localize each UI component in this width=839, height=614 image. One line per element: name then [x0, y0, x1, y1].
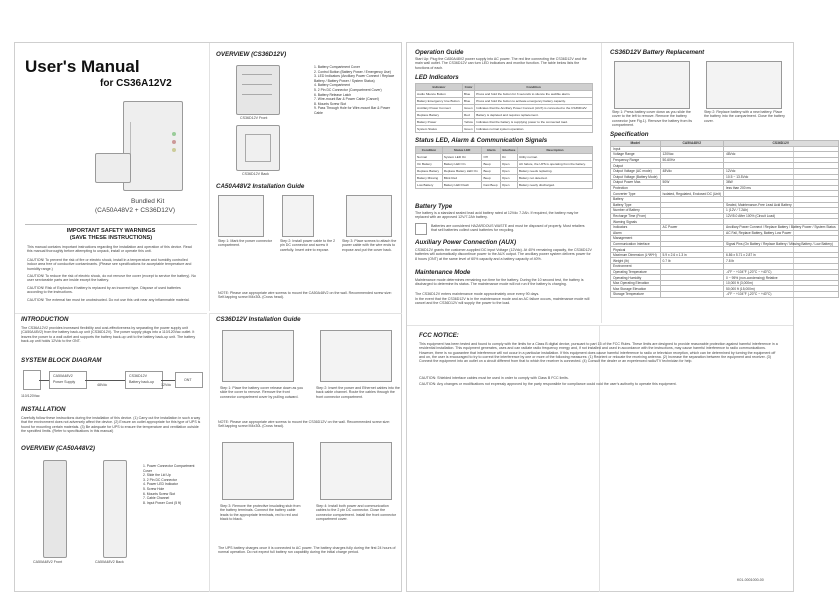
table-cell: 5.9 x 2.6 x 1.3 in: [660, 252, 723, 258]
table-cell: 36W: [724, 180, 839, 186]
table-cell: -4°F ~ +104°F (-20°C ~ +40°C): [724, 269, 839, 275]
table-cell: Blue: [462, 98, 474, 105]
table-header-cell: Description: [517, 147, 592, 154]
ca50-back-label: CA50A48V2 Back: [95, 560, 124, 564]
introduction-heading: INTRODUCTION: [21, 316, 69, 323]
table-cell: Input: [611, 146, 661, 152]
table-cell: Battery LED On: [442, 161, 482, 168]
table-cell: Audio Silence Button: [416, 91, 463, 98]
installation-text: Carefully follow these instructions during the installation of this device. (1) Carry out the installation in such a way that the environment does not adversely affect the device. (2) Ensure an outlet appropriate for this type of UPS is found for mounting certain materials. (3) Be adequate for UPS to ensure the temperature and ventilation outside the specified limits. (Refer to specifications in this manual): [21, 416, 201, 433]
led-row: [416, 105, 593, 112]
table-cell: Replace Battery: [416, 168, 443, 175]
table-cell: Battery nearly discharged.: [517, 182, 592, 189]
cs36-part-item: 7. Wire-mount Bar & Power Cable (Cancel): [314, 97, 379, 102]
operation-heading: Operation Guide: [415, 49, 464, 56]
ca50-install-note: NOTE: Please use appropriate wire screws to mount the CA50A48V2 on the wall. Recommended screw size: Self-tapping screw M4x30L (Cross head).: [218, 291, 392, 300]
table-cell: 48Vdc: [724, 152, 839, 158]
fcc-heading: FCC NOTICE:: [419, 332, 459, 339]
table-cell: Indicates normal system operation.: [475, 126, 593, 133]
caution-4: CAUTION! The external fan must be unobstructed. Do not use this unit near any inflammable material.: [27, 298, 190, 302]
table-cell: Management: [611, 236, 661, 242]
table-cell: 50-60Hz: [660, 157, 723, 163]
caution-2: CAUTION! To reduce the risk of electric shock, do not remove the cover (except to service the battery). No user serviceable parts are inside except the battery.: [27, 274, 196, 283]
table-cell: Utility normal.: [517, 154, 592, 161]
replace-step2-figure: [706, 61, 782, 109]
power-supply-box: [49, 371, 87, 389]
table-cell: Battery: [611, 196, 661, 202]
cs36-install-heading: CS36D12V Installation Guide: [216, 316, 301, 323]
ca50-step2-figure: [282, 195, 314, 237]
battery-backup-label: CS36D12V: [129, 374, 147, 378]
table-cell: Sealed, Maintenance-Free Lead Acid Battery: [724, 202, 839, 208]
doc-code: K01-0001000-00: [737, 578, 764, 582]
specification-heading: Specification: [610, 131, 649, 138]
table-cell: Frequency Range: [611, 157, 661, 163]
table-cell: 12Vdc: [724, 168, 839, 174]
divider: [25, 224, 197, 225]
bundle-line-2: (CA50A48V2 + CS36D12V): [95, 207, 176, 214]
table-cell: Press and hold the button to activate emergency battery capacity.: [475, 98, 593, 105]
ca50-front-drawing: [43, 460, 67, 558]
table-cell: Maximum Dimension (L*W*H): [611, 252, 661, 258]
table-header-cell: Indicator: [416, 84, 463, 91]
wire1-label: 48Vdc: [97, 383, 108, 387]
ont-label: ONT: [184, 378, 192, 382]
left-page: [14, 42, 402, 592]
manual-title: User's Manual: [25, 57, 140, 76]
table-cell: Operating Temperature: [611, 269, 661, 275]
table-cell: Battery Type: [611, 202, 661, 208]
manual-subtitle: for CS36A12V2: [100, 78, 172, 89]
warnings-intro: This manual contains important instructions regarding the installation and operation of this device. Read this manual thoroughly before attempting to unpack, install or operate this unit.: [27, 245, 192, 254]
table-cell: -4°F ~ +104°F (-20°C ~ +40°C): [724, 292, 839, 298]
ca50-install-heading: CA50A48V2 Installation Guide: [216, 183, 305, 190]
overview-cs36-panel: [209, 43, 402, 311]
replace-step1-figure: [614, 61, 690, 109]
table-cell: Warning Signals: [611, 219, 661, 225]
table-cell: Fast Beep: [482, 182, 500, 189]
table-cell: Battery Missing: [416, 175, 443, 182]
ca50-part-item: 1. Power Connector Compartment Cover: [143, 464, 195, 473]
cs36-step-2: Step 2: Insert the power and Ethernet cables into the back cable channel. Route the cables through the front connector compartment.: [316, 386, 400, 399]
table-cell: Storage Temperature: [611, 292, 661, 298]
table-cell: Battery is depleted and requires replacement.: [475, 112, 593, 119]
table-cell: Indicators: [611, 224, 661, 230]
aux-heading: Auxiliary Power Connection (AUX): [415, 239, 517, 246]
table-cell: Battery LED Flash: [442, 182, 482, 189]
intro-panel: [15, 313, 207, 592]
table-cell: Communication Interface: [611, 241, 661, 247]
cover-panel: [15, 43, 207, 311]
table-cell: 1 (12V / 7.2Ah): [724, 208, 839, 214]
table-cell: On: [500, 154, 517, 161]
cs36-part-item: 9. Pass Through Hole for Wire-mount Bar & Power Cable: [314, 106, 391, 115]
bundle-line-1: Bundled Kit: [131, 198, 165, 205]
table-header-cell: Alarm: [482, 147, 500, 154]
table-cell: Alarm: [611, 230, 661, 236]
ca50-step1-figure: [218, 195, 264, 237]
table-cell: Protection: [611, 185, 661, 191]
cs36-part-item: 4. Battery Compartment: [314, 83, 350, 88]
wire2-label: 12Vdc: [161, 383, 172, 387]
status-row: [416, 168, 593, 175]
table-header-cell: CS36D12V: [724, 141, 839, 147]
table-cell: AC Fail, Replace Battery, Battery Low Power: [724, 230, 839, 236]
table-cell: less than 200 ms: [724, 185, 839, 191]
fcc-text-1: This equipment has been tested and found to comply with the limits for a Class B digital device, pursuant to part 15 of the FCC Rules. These limits are designed to provide reasonable protection against harmful interference in a residential installation. This equipment generates, uses and can radiate radio frequency energy and, if not installed and used in accordance with the instructions, may cause harmful interference to radio communications. However, there is no guarantee that interference will not occur in a particular installation. If this equipment does cause harmful interference to radio or television reception, which can be determined by turning the equipment off and on, the user is encouraged to try to correct the interference by one or more of the following measures: (1) Reorient or relocate the receiving antenna. (2) Increase the separation between the equipment and receiver. (3) Connect the equipment into an outlet on a circuit different from that to which the receiver is connected. (4) Consult the dealer or an experienced radio/TV technician for help.: [419, 342, 778, 364]
table-cell: Converter Type: [611, 191, 661, 197]
cs36-step3-figure: [222, 442, 294, 500]
table-cell: Signal Pins (On Battery / Replace Battery / Missing Battery / Low Battery): [724, 241, 839, 247]
table-cell: Max Operating Elevation: [611, 280, 661, 286]
recycle-icon: [415, 223, 427, 235]
ca50-device-illustration: [95, 153, 131, 183]
cs36-step-1: Step 1: Place the battery cover release down as you slide the cover to remove. Remove the front connector compartment cover by pulling outward.: [220, 386, 304, 399]
table-cell: 10,000 ft (3,000m): [724, 280, 839, 286]
table-cell: AC failure, the UPS is operating from the battery.: [517, 161, 592, 168]
led-row: [416, 98, 593, 105]
cs36-front-label: CS36D12V Front: [240, 116, 268, 120]
table-cell: Voltage Range: [611, 152, 661, 158]
ca50-part-item: 3. 2 Pin DC Connector: [143, 477, 177, 482]
maintenance-heading: Maintenance Mode: [415, 269, 471, 276]
table-cell: Beep: [482, 168, 500, 175]
ca50-parts-list: [143, 464, 203, 505]
led-row: [416, 119, 593, 126]
led-table: [415, 83, 593, 133]
table-cell: 0.7 lb: [660, 258, 723, 264]
power-supply-label: CA50A48V2: [53, 374, 73, 378]
power-supply-sublabel: Power Supply: [53, 380, 76, 384]
battery-replacement-heading: CS36D12V Battery Replacement: [610, 49, 705, 56]
table-cell: Operating Humidity: [611, 275, 661, 281]
table-cell: Normal: [416, 154, 443, 161]
cs36-install-panel: [209, 313, 402, 592]
table-cell: Indicates that the battery is supplying power to the connected load.: [475, 119, 593, 126]
table-cell: Ancillary Power Connect / Replace Battery / Battery Power / System Status: [724, 224, 839, 230]
source-label: 110/120Vac: [21, 394, 40, 398]
ca50-part-item: 5. Screw Hole: [143, 486, 165, 491]
table-header-cell: Model: [611, 141, 661, 147]
table-cell: 0 ~ 95% (non-condensing) Relative: [724, 275, 839, 281]
table-cell: Off: [482, 154, 500, 161]
table-header-cell: Color: [462, 84, 474, 91]
recycle-text: Batteries are considered HAZARDOUS WASTE and must be disposed of properly. Most retailers that sell batteries collect used batteries for recycling.: [431, 224, 585, 233]
table-cell: Battery Power: [416, 119, 463, 126]
table-cell: 48Vdc: [660, 168, 723, 174]
led-row: [416, 126, 593, 133]
battery-type-text: The battery is a standard sealed lead acid battery rated at 12Vdc 7.2Ah. If required, the battery may be replaced with an approved 12V/7.2Ah battery.: [415, 211, 579, 220]
table-cell: System LED On: [442, 154, 482, 161]
table-cell: Isolated, Regulated, Enclosed DC (Unit): [660, 191, 723, 197]
cs36-front-drawing: [236, 65, 280, 115]
cs36-battery-note: The UPS battery charges once it is connected to AC power. The battery charges fully during the first 24 hours of normal operation. Do not expect full battery run capability during the initial charge period.: [218, 546, 396, 555]
cs36-step-3: Step 3: Remove the protective insulating stub from the battery terminals. Connect the battery cable leads to the appropriate terminals, red to red and black to black.: [220, 504, 301, 521]
replace-step-1: Step 1: Press battery cover down as you slide the cover to the left to remove. Remove the battery connector (see Fig.1). Remove the battery from its compartment.: [612, 110, 693, 127]
cs36-part-item: 6. Battery Release Latch: [314, 92, 352, 97]
led-heading: LED Indicators: [415, 74, 459, 81]
table-cell: Physical: [611, 247, 661, 253]
table-cell: Low Battery: [416, 182, 443, 189]
right-page: [406, 42, 836, 592]
table-cell: 12V/5.0 After 100% (Circuit Load): [724, 213, 839, 219]
ca50-part-item: 4. Power LED Indicator: [143, 482, 178, 487]
table-cell: Green: [462, 105, 474, 112]
table-cell: Recharge Time (From): [611, 213, 661, 219]
table-header-cell: Interface: [500, 147, 517, 154]
table-cell: Beep: [482, 161, 500, 168]
table-cell: Weight (lb): [611, 258, 661, 264]
table-cell: Output Voltage (AC mode): [611, 168, 661, 174]
battery-backup-box: [125, 371, 163, 389]
cs36-step-4: Step 4: Install both power and communication cables to the 2 pin DC connector. Close the connector compartment. Install the front connector compartment cover.: [316, 504, 397, 521]
table-cell: 50W: [660, 180, 723, 186]
battery-backup-sublabel: Battery back-up: [129, 380, 155, 384]
table-cell: 7.8 lb: [724, 258, 839, 264]
aux-text: CS36D12V grants the customer-supplied DC input Voltage (12Vdc). At 40% remaining capacity, the CS36D12V batteries will automatically discontinue power to the AUX output. The ancillary power system delivers power for 8 hours (ONT) at the same level of 60% capacity and a battery capacity of 40%.: [415, 248, 592, 261]
table-cell: Blue: [462, 91, 474, 98]
overview-cs36-heading: OVERVIEW (CS36D12V): [216, 51, 287, 58]
installation-heading: INSTALLATION: [21, 406, 66, 413]
table-cell: 6.86 x 5.71 x 2.87 in: [724, 252, 839, 258]
table-cell: Open: [500, 182, 517, 189]
cs36-part-item: 3. LED Indicators (Ancillary Power Connect / Replace Battery / Battery Power / System Status): [314, 74, 395, 83]
table-header-cell: CA50A48V2: [660, 141, 723, 147]
spec-row: [611, 292, 839, 298]
table-cell: Open: [500, 175, 517, 182]
ca50-step-1: Step 1: Mark the power connector compartment.: [218, 239, 272, 248]
overview-ca50-heading: OVERVIEW (CA50A48V2): [21, 445, 95, 452]
table-cell: [660, 292, 723, 298]
cs36-back-drawing: [236, 125, 280, 171]
operation-text: Start Up: Plug the CA50A48V2 power supply into AC power. The red line connecting the CS36D12V and the main wall outlet. The CS36D12V can turn LED indicators and monitor function. The table below lists the functions of each.: [415, 57, 587, 70]
led-row: [416, 91, 593, 98]
status-heading: Status LED, Alarm & Communication Signals: [415, 137, 548, 144]
ont-box: [175, 372, 203, 388]
table-cell: Open: [500, 161, 517, 168]
ca50-front-label: CA50A48V2 Front: [33, 560, 63, 564]
ca50-part-item: 8. Input Power Cord (5 ft): [143, 500, 182, 505]
status-row: [416, 161, 593, 168]
cs36-install-note: NOTE: Please use appropriate wire screws to mount the CS36D12V on the wall. Recommended screw size: Self-tapping screw M4x30L (Cross head).: [218, 420, 390, 429]
table-cell: Battery Emergency Use Button: [416, 98, 463, 105]
cs36-part-item: 2. Control Button (Battery Power / Emergency Use): [314, 69, 391, 74]
table-cell: Ancillary Power Connect: [416, 105, 463, 112]
table-cell: Environment: [611, 264, 661, 270]
table-cell: Indicates that the Ancillary Power Connect (AUX) is connected to the CS36D12V.: [475, 105, 593, 112]
table-header-cell: Condition: [475, 84, 593, 91]
cs36-part-item: 1. Battery Compartment Cover: [314, 65, 360, 69]
replace-step-2: Step 2: Replace battery with a new battery. Place the battery into the compartment. Close the battery cover.: [704, 110, 785, 123]
caution-1: CAUTION! To prevent the risk of fire or electric shock, install in a temperature and humidity controlled indoor area free of conductive contaminants. (Please see specifications for acceptable temperature and humidity range.): [27, 258, 192, 271]
table-cell: 120Vac: [660, 152, 723, 158]
cs36-parts-list: [314, 65, 398, 116]
table-cell: Battery needs replacing.: [517, 168, 592, 175]
specification-table: [610, 140, 839, 298]
fcc-text-3: CAUTION: Any changes or modifications not expressly approved by the party responsible for compliance could void the user's authority to operate this equipment.: [419, 382, 677, 386]
maintenance-bullet-2: In the event that the CS36D12V is in the maintenance mode and an AC failure occurs, maintenance mode will cancel and the CS36D12V will supply the power to the load.: [415, 297, 590, 306]
table-cell: Open: [500, 168, 517, 175]
block-diagram-heading: SYSTEM BLOCK DIAGRAM: [21, 357, 102, 364]
table-cell: Battery not detected.: [517, 175, 592, 182]
table-cell: AC Power: [660, 224, 723, 230]
ca50-step-3: Step 3: Place screws to attach the power cable with the wire ends to expose and put the cover back.: [342, 239, 397, 252]
table-cell: Output: [611, 163, 661, 169]
table-cell: Replace Battery LED On: [442, 168, 482, 175]
ca50-part-item: 7. Cable Channel: [143, 496, 170, 501]
status-row: [416, 175, 593, 182]
led-row: [416, 112, 593, 119]
table-cell: Beep: [482, 175, 500, 182]
cs36-step4-figure: [320, 442, 392, 500]
maintenance-bullet-1: The CS36D12V enters maintenance mode approximately once every 90 days.: [415, 292, 540, 296]
table-cell: 10.5 ~ 13.5Vdc: [724, 174, 839, 180]
operation-panel: [407, 43, 599, 323]
table-cell: Number of Battery: [611, 208, 661, 214]
ca50-part-item: 6. Mounts Screw Slot: [143, 491, 176, 496]
battery-replacement-panel: [601, 43, 836, 323]
maintenance-text: Maintenance mode determines remaining run time for the battery. During the 10 second test, the battery is discharged to determine its status. The maintenance mode will not run if the battery is charging.: [415, 278, 584, 287]
status-row: [416, 154, 593, 161]
introduction-text: The CS36A12V2 provides increased flexibility and cost-effectiveness by separating the power supply unit (CA50A48V2) from the battery back-up unit (CS36D12V). The power supply plugs into a 110/120Vac outlet. It leaves the power to a wall outlet and supports the battery back-up unit to the battery back-up unit. The battery back-up unit holds 12Vdc to the ONT.: [21, 326, 196, 343]
caution-3: CAUTION! Risk of Explosion if battery is replaced by an incorrect type. Dispose of used batteries according to the instructions.: [27, 286, 181, 295]
status-row: [416, 182, 593, 189]
table-cell: 50,000 ft (15,000m): [724, 286, 839, 292]
table-cell: On Battery: [416, 161, 443, 168]
cs36-device-illustration: [123, 101, 183, 191]
table-cell: Yellow: [463, 120, 473, 124]
table-cell: Green: [462, 126, 474, 133]
cs36-step2-figure: [320, 330, 392, 382]
warnings-title: IMPORTANT SAFETY WARNINGS: [66, 228, 156, 234]
ca50-back-drawing: [103, 460, 127, 558]
warnings-subtitle: (SAVE THESE INSTRUCTIONS): [69, 235, 153, 241]
ca50-part-item: 2. Slide the Lid Up: [143, 473, 171, 478]
table-cell: Output Power Max.: [611, 180, 661, 186]
cs36-part-item: 8. Mounts Screw Slot: [314, 101, 347, 106]
table-cell: Blink Red: [442, 175, 482, 182]
table-cell: Press and hold the button for 3 seconds to silence the audible alarm.: [475, 91, 593, 98]
cs36-step1-figure: [222, 330, 294, 382]
status-table: [415, 146, 593, 189]
table-cell: Red: [462, 112, 474, 119]
ca50-step-2: Step 2: Install power cable to the 2 pin DC connector and screw it carefully. Insert wire to expose.: [280, 239, 336, 252]
table-cell: Output Voltage (Battery Mode): [611, 174, 661, 180]
fcc-panel: [407, 325, 793, 592]
table-cell: Replace Battery: [416, 112, 463, 119]
ca50-step3-figure: [346, 195, 392, 237]
table-cell: System Status: [416, 126, 463, 133]
fcc-text-2: CAUTION: Shielded interface cables must be used in order to comply with Class B FCC limits.: [419, 376, 569, 380]
table-header-cell: Status LED: [442, 147, 482, 154]
battery-type-heading: Battery Type: [415, 203, 453, 210]
table-cell: Max Storage Elevation: [611, 286, 661, 292]
cs36-back-label: CS36D12V Back: [242, 172, 269, 176]
table-header-cell: Condition: [416, 147, 443, 154]
cs36-part-item: 5. 2 Pin DC Connector (Compartment Cover): [314, 87, 382, 92]
